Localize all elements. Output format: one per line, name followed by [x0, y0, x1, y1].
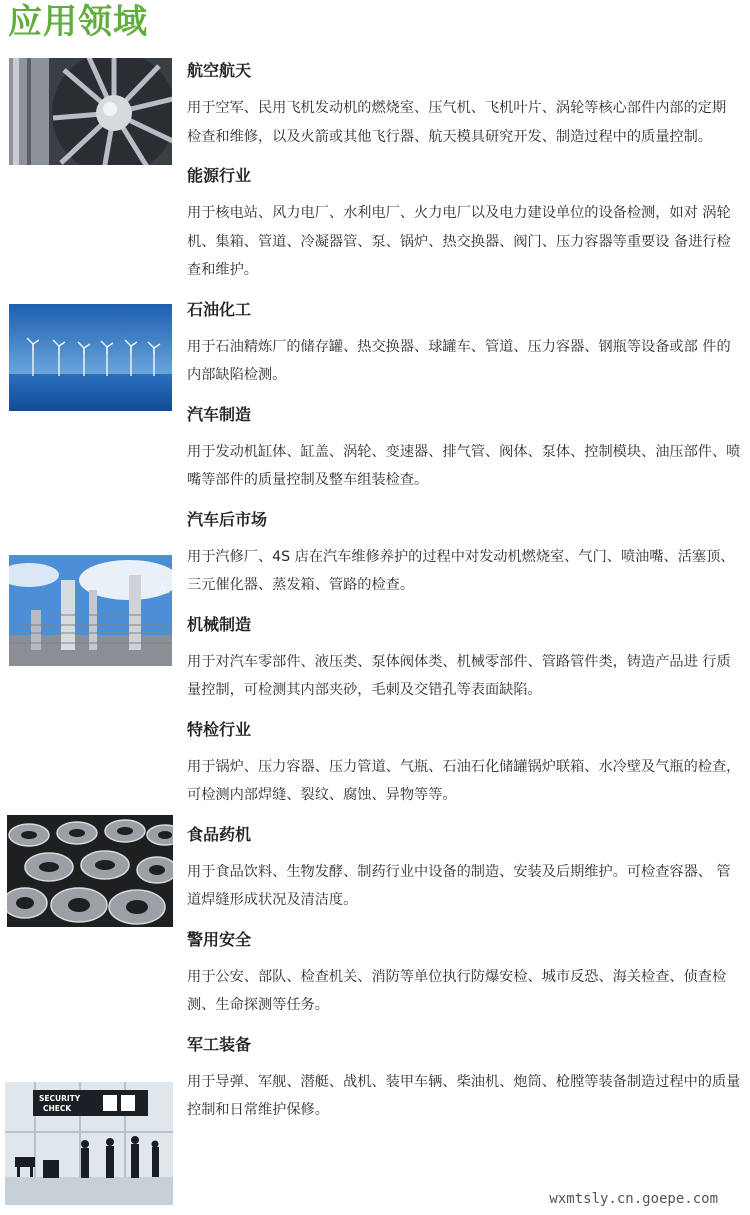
section-title: 食品药机: [187, 824, 252, 844]
section-energy: [187, 163, 742, 285]
section-title: 航空航天: [187, 61, 252, 80]
section-title: 特检行业: [187, 719, 252, 739]
security-check-photo: [5, 1082, 173, 1205]
section-title: 军工装备: [187, 1034, 252, 1054]
turbine-engine-photo: [9, 58, 172, 165]
section-special-inspection: [187, 717, 742, 810]
section-desc: 用于空军、民用飞机发动机的燃烧室、压气机、飞机叶片、涡轮等核心部件内部的定期 检查和维修，以及火箭或其他飞行器、航天模具研究开发、制造过程中的质量控制。: [187, 100, 727, 145]
section-desc: 用于锅炉、压力容器、压力管道、气瓶、石油石化储罐锅炉联箱、水冷壁及气瓶的检查，可检测内部焊缝、裂纹、腐蚀、异物等等。: [187, 758, 741, 803]
application-sections: [187, 58, 742, 1125]
page-title: 应用领域: [8, 2, 148, 42]
section-desc: 用于发动机缸体、缸盖、涡轮、变速器、排气管、阀体、泵体、控制模块、油压部件、喷嘴等部件的质量控制及整车组装检查。: [187, 443, 741, 488]
section-machinery: [187, 612, 742, 705]
section-petrochemical: [187, 297, 742, 390]
section-food-pharma: [187, 822, 742, 915]
section-desc: 用于核电站、风力电厂、水利电厂、火力电厂以及电力建设单位的设备检测，如对 涡轮机、集箱、管道、冷凝器管、泵、锅炉、热交换器、阀门、压力容器等重要设 备进行检查和维护。: [187, 205, 731, 278]
section-title: 石油化工: [187, 299, 252, 319]
watermark: wxmtsly.cn.goepe.com: [549, 1191, 718, 1207]
section-military: [187, 1032, 742, 1125]
section-title: 警用安全: [187, 929, 252, 949]
section-desc: 用于对汽车零部件、液压类、泵体阀体类、机械零部件、管路管件类，铸造产品进 行质量控制，可检测其内部夹砂，毛刺及交错孔等表面缺陷。: [187, 653, 731, 698]
metal-flanges-photo: [7, 815, 173, 927]
wind-turbines-photo: [9, 304, 172, 411]
security-sign-line1: SECURITY: [39, 1094, 81, 1103]
section-title: 汽车后市场: [187, 509, 268, 529]
photo-overlay-text: 无: [156, 581, 170, 597]
section-desc: 用于导弹、军舰、潜艇、战机、装甲车辆、柴油机、炮筒、枪膛等装备制造过程中的质量控制和日常维护保修。: [187, 1073, 741, 1118]
security-sign-line2: CHECK: [43, 1104, 72, 1113]
section-desc: 用于公安、部队、检查机关、消防等单位执行防爆安检、城市反恐、海关检查、侦查检测、生命探测等任务。: [187, 968, 727, 1013]
section-desc: 用于食品饮料、生物发酵、制药行业中设备的制造、安装及后期维护。可检查容器、 管道焊缝形成状况及清洁度。: [187, 863, 731, 908]
section-desc: 用于石油精炼厂的储存罐、热交换器、球罐车、管道、压力容器、钢瓶等设备或部 件的内部缺陷检测。: [187, 338, 731, 383]
section-auto-manufacturing: [187, 402, 742, 495]
section-police-security: [187, 927, 742, 1020]
section-title: 能源行业: [187, 166, 252, 185]
section-title: 汽车制造: [187, 404, 252, 424]
section-aerospace: [187, 58, 742, 151]
section-auto-aftermarket: [187, 507, 742, 600]
petrochemical-plant-photo: [9, 555, 172, 666]
section-desc: 用于汽修厂、4S 店在汽车维修养护的过程中对发动机燃烧室、气门、喷油嘴、活塞顶、三元催化器、蒸发箱、管路的检查。: [187, 548, 735, 593]
section-title: 机械制造: [187, 614, 252, 634]
